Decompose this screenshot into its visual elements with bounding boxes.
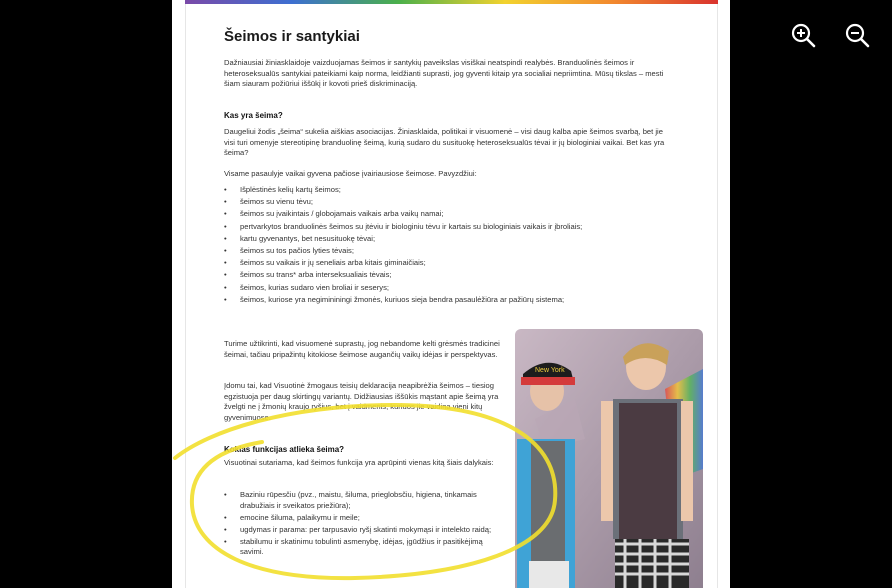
list-item: • šeimos, kuriose yra negimininingi žmonės, kuriuos sieja bendra pasaulėžiūra ar pažiūrų sistema; <box>224 294 672 306</box>
list-item: • stabilumu ir skatinimu tobulinti asmenybę, idėjas, įgūdžius ir pasitikėjimą savimi. <box>224 537 508 558</box>
list-item: • šeimos, kurias sudaro vien broliai ir seserys; <box>224 282 672 294</box>
list-item: • pertvarkytos branduolinės šeimos su įtėviu ir biologiniu tėvu ir kartais su biologiniais vaikais ir įbroliais; <box>224 221 672 233</box>
zoom-in-button[interactable] <box>790 22 816 48</box>
list-item: • šeimos su trans* arba interseksualiais tėvais; <box>224 269 672 281</box>
recognition-paragraph: Turime užtikrinti, kad visuomenė suprastų, jog nebandome kelti grėsmės tradicinei šeimai, tačiau pripažintų kitokiose šeimose augančių vaikų idėjas ir perspektyvas. <box>224 339 500 359</box>
family-types-list <box>224 184 672 306</box>
list-item: • Išplėstinės kelių kartų šeimos; <box>224 184 672 196</box>
children-photo <box>515 329 703 588</box>
section-heading-family-functions: Kokias funkcijas atlieka šeima? <box>224 445 345 454</box>
section-heading-what-is-family: Kas yra šeima? <box>224 111 283 120</box>
list-item: • Baziniu rūpesčiu (pvz., maistu, šiluma, prieglobsčiu, higiena, tinkamais drabužiais ir sveikatos priežiūra); <box>224 490 508 511</box>
section1-paragraph: Daugeliui žodis „šeima“ sukelia aiškias asociacijas. Žiniasklaida, politikai ir visuomenė – visi daug kalba apie šeimos svarbą, bet jie visi turi omenyje stereotipinę branduolinę šeimą, kurią sudaro du susituokę heteroseksualūs tėvai ir jų biologiniai vaikai. Bet kas yra šeima? <box>224 127 665 158</box>
list-item: • šeimos su įvaikintais / globojamais vaikais arba vaikų namai; <box>224 208 672 220</box>
list-item: • kartu gyvenantys, bet nesusituokę tėvai; <box>224 233 672 245</box>
rainbow-stripe <box>185 0 718 4</box>
section1-paragraph-examples: Visame pasaulyje vaikai gyvena pačiose įvairiausiose šeimose. Pavyzdžiui: <box>224 169 477 178</box>
list-item: • emocine šiluma, palaikymu ir meile; <box>224 513 508 524</box>
page-title: Šeimos ir santykiai <box>224 28 360 45</box>
family-functions-list <box>224 490 508 560</box>
intro-paragraph: Dažniausiai žiniasklaidoje vaizduojamas šeimos ir santykių paveikslas visiškai neatspindi realybės. Branduolinės šeimos ir heteroseksualūs santykiai pateikiami kaip norma, leidžianti suprasti, jog gyventi kitaip yra socialiai nepriimtina. Mūsų tikslas – mesti šiam siauram požiūriui iššūkį ir kovoti prieš diskriminaciją. <box>224 58 664 89</box>
section2-paragraph: Visuotinai sutariama, kad šeimos funkcija yra aprūpinti vienas kitą šiais dalykais: <box>224 458 494 467</box>
children-photo-illustration <box>515 329 703 588</box>
list-item: • šeimos su vaikais ir jų seneliais arba kitais giminaičiais; <box>224 257 672 269</box>
document-page[interactable] <box>172 0 730 588</box>
zoom-in-icon <box>790 22 816 48</box>
zoom-out-button[interactable] <box>844 22 870 48</box>
list-item: • šeimos su vienu tėvu; <box>224 196 672 208</box>
declaration-paragraph: Įdomu tai, kad Visuotinė žmogaus teisių deklaracija neapibrėžia šeimos – tiesiog egzistuoja per daug skirtingų variantų. Didžiausias iššūkis mąstant apie šeimą yra žvelgti ne į žmonių kraujo ryšius, bet į vaidmenis, kuriuos jie vaidina vieni kitų gyvenimuose. <box>224 381 499 422</box>
zoom-out-icon <box>844 22 870 48</box>
cap-logo: New York <box>535 367 565 374</box>
list-item: • ugdymas ir parama: per tarpusavio ryšį skatinti mokymąsi ir intelekto raidą; <box>224 525 508 536</box>
list-item: • šeimos su tos pačios lyties tėvais; <box>224 245 672 257</box>
